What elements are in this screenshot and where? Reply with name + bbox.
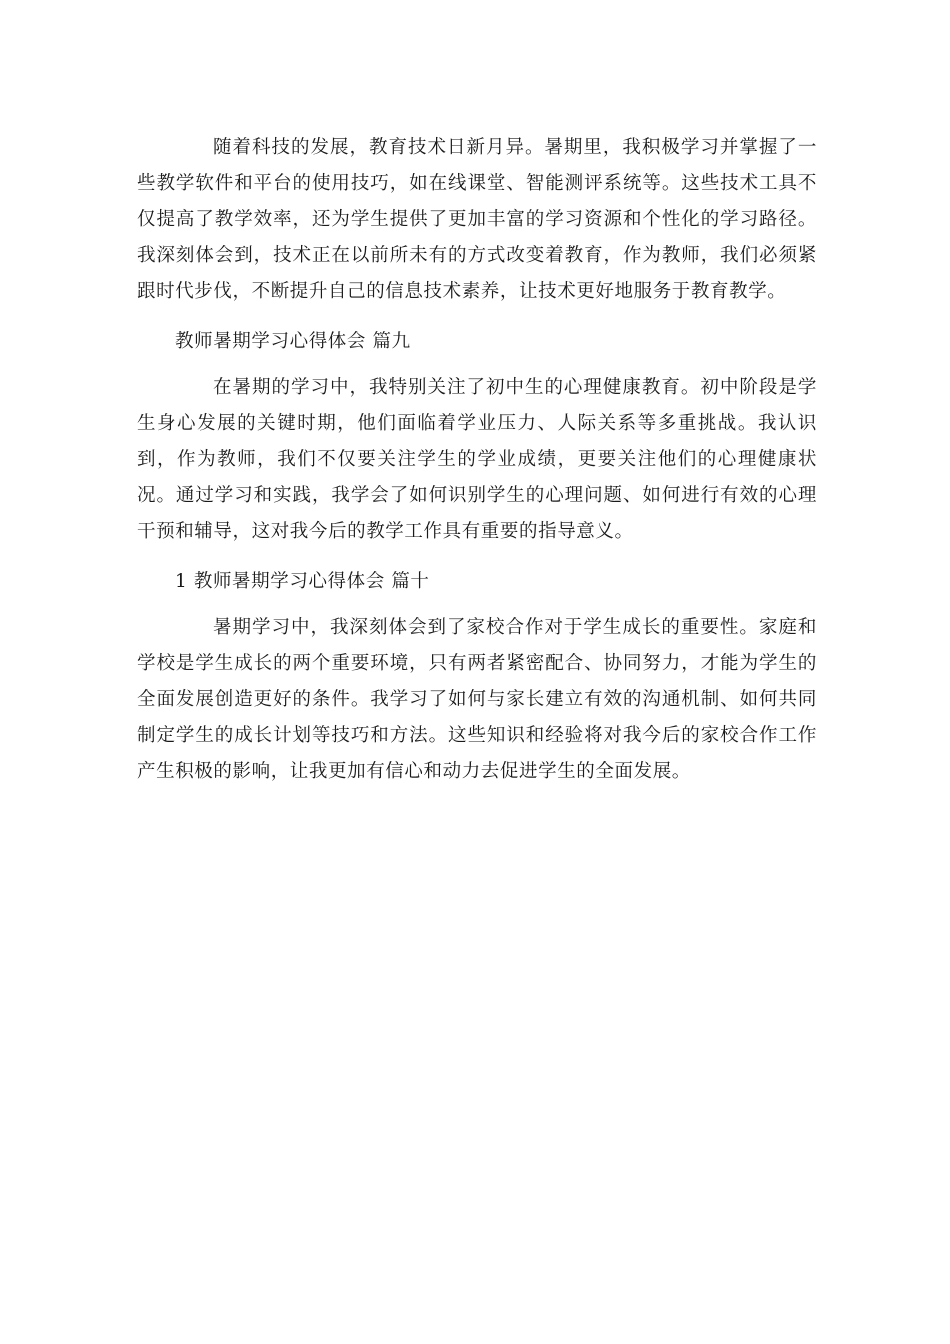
heading-spacer (137, 600, 817, 610)
section-heading-part-10: 1 教师暑期学习心得体会 篇十 (175, 571, 430, 592)
paragraph-spacer (137, 310, 817, 324)
paragraph-spacer (137, 550, 817, 564)
section-heading-part-9: 教师暑期学习心得体会 篇九 (175, 331, 411, 352)
paragraph-education-technology: 随着科技的发展，教育技术日新月异。暑期里，我积极学习并掌握了一些教学软件和平台的使用技巧，如在线课堂、智能测评系统等。这些技术工具不仅提高了教学效率，还为学生提供了更加丰富的学习资源和个性化的学习路径。我深刻体会到，技术正在以前所未有的方式改变着教育，作为教师，我们必须紧跟时代步伐，不断提升自己的信息技术素养，让技术更好地服务于教育教学。 (137, 137, 817, 302)
paragraph-mental-health: 在暑期的学习中，我特别关注了初中生的心理健康教育。初中阶段是学生身心发展的关键时期，他们面临着学业压力、人际关系等多重挑战。我认识到，作为教师，我们不仅要关注学生的学业成绩，更要关注他们的心理健康状况。通过学习和实践，我学会了如何识别学生的心理问题、如何进行有效的心理干预和辅导，这对我今后的教学工作具有重要的指导意义。 (137, 377, 817, 542)
heading-spacer (137, 360, 817, 370)
document-body (137, 130, 817, 790)
paragraph-home-school-cooperation: 暑期学习中，我深刻体会到了家校合作对于学生成长的重要性。家庭和学校是学生成长的两个重要环境，只有两者紧密配合、协同努力，才能为学生的全面发展创造更好的条件。我学习了如何与家长建立有效的沟通机制、如何共同制定学生的成长计划等技巧和方法。这些知识和经验将对我今后的家校合作工作产生积极的影响，让我更加有信心和动力去促进学生的全面发展。 (137, 617, 817, 782)
